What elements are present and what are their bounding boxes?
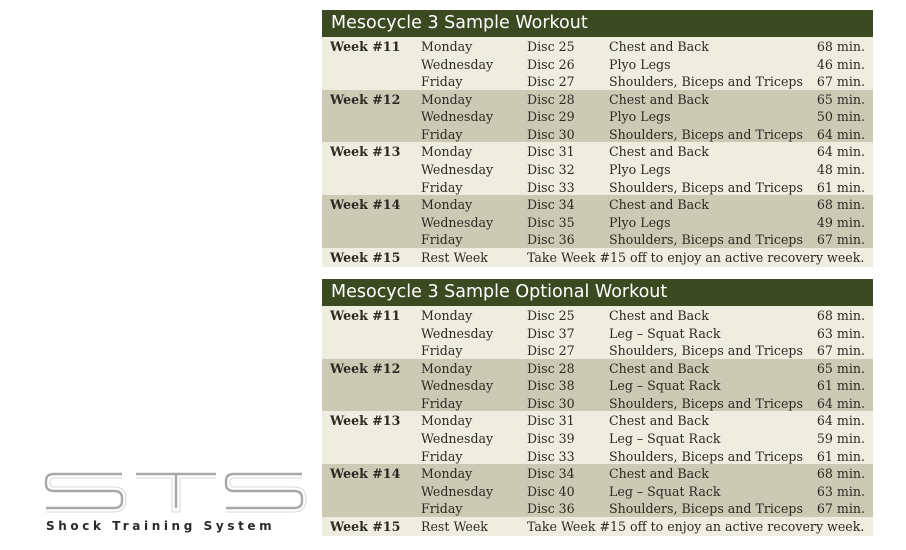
disc-cell: Disc 33 [527,448,575,464]
duration-cell: 67 min. [816,232,865,248]
workout-cell: Chest and Back [609,91,709,107]
disc-cell: Disc 33 [527,179,575,195]
rest-week-row [322,517,873,536]
panel-title: Mesocycle 3 Sample Workout [322,10,873,37]
duration-cell: 65 min. [816,91,865,107]
day-cell: Wednesday [421,56,494,72]
week-label: Week #14 [330,466,401,482]
workout-cell: Chest and Back [609,466,709,482]
day-cell: Rest Week [421,518,488,534]
workout-cell: Shoulders, Biceps and Triceps [609,343,803,359]
disc-cell: Disc 30 [527,126,575,142]
day-cell: Friday [421,501,463,517]
optional-workout-table [322,279,873,536]
workout-cell: Shoulders, Biceps and Triceps [609,126,803,142]
duration-cell: 46 min. [816,56,865,72]
day-cell: Monday [421,91,473,107]
sample-workout-table [322,10,873,267]
day-cell: Wednesday [421,378,494,394]
week-block [322,359,873,412]
disc-cell: Disc 28 [527,91,575,107]
workout-cell: Chest and Back [609,197,709,213]
workout-cell: Chest and Back [609,39,709,54]
disc-cell: Disc 30 [527,395,575,411]
disc-cell: Disc 35 [527,214,575,230]
day-cell: Wednesday [421,214,494,230]
workout-cell: Plyo Legs [609,56,671,72]
disc-cell: Disc 27 [527,74,575,90]
week-label: Week #11 [330,308,401,323]
week-label: Week #13 [330,413,401,429]
day-cell: Friday [421,74,463,90]
day-cell: Wednesday [421,325,494,341]
day-cell: Monday [421,466,473,482]
rest-note: Take Week #15 off to enjoy an active recovery week. [527,249,865,265]
duration-cell: 48 min. [816,161,865,177]
logo-letter-t [136,474,216,508]
workout-cell: Leg – Squat Rack [609,325,721,341]
disc-cell: Disc 27 [527,343,575,359]
logo-subtitle: Shock Training System [46,519,276,533]
logo-letter-s2 [226,474,302,508]
week-label: Week #15 [330,249,401,265]
week-block [322,464,873,517]
duration-cell: 64 min. [816,126,865,142]
workout-cell: Shoulders, Biceps and Triceps [609,179,803,195]
workout-cell: Shoulders, Biceps and Triceps [609,501,803,517]
rest-week-row [322,248,873,267]
disc-cell: Disc 36 [527,501,575,517]
day-cell: Rest Week [421,249,488,265]
disc-cell: Disc 25 [527,39,575,54]
day-cell: Wednesday [421,161,494,177]
duration-cell: 68 min. [816,197,865,213]
duration-cell: 68 min. [816,466,865,482]
day-cell: Wednesday [421,483,494,499]
workout-cell: Shoulders, Biceps and Triceps [609,74,803,90]
workout-cell: Shoulders, Biceps and Triceps [609,448,803,464]
day-cell: Friday [421,343,463,359]
duration-cell: 65 min. [816,360,865,376]
disc-cell: Disc 31 [527,413,575,429]
week-label: Week #12 [330,360,401,376]
workout-cell: Shoulders, Biceps and Triceps [609,395,803,411]
disc-cell: Disc 40 [527,483,575,499]
duration-cell: 59 min. [816,430,865,446]
day-cell: Monday [421,39,473,54]
duration-cell: 63 min. [816,325,865,341]
workout-cell: Leg – Squat Rack [609,430,721,446]
workout-cell: Chest and Back [609,360,709,376]
day-cell: Wednesday [421,109,494,125]
day-cell: Friday [421,448,463,464]
day-cell: Monday [421,413,473,429]
day-cell: Monday [421,308,473,323]
disc-cell: Disc 25 [527,308,575,323]
workout-cell: Plyo Legs [609,161,671,177]
disc-cell: Disc 34 [527,466,575,482]
duration-cell: 64 min. [816,144,865,160]
week-label: Week #11 [330,39,401,54]
workout-cell: Chest and Back [609,413,709,429]
disc-cell: Disc 39 [527,430,575,446]
week-block [322,142,873,195]
week-block [322,411,873,464]
day-cell: Friday [421,232,463,248]
workout-cell: Leg – Squat Rack [609,378,721,394]
workout-cell: Plyo Legs [609,214,671,230]
week-block [322,195,873,248]
duration-cell: 68 min. [816,39,865,54]
duration-cell: 67 min. [816,501,865,517]
disc-cell: Disc 38 [527,378,575,394]
day-cell: Friday [421,126,463,142]
duration-cell: 61 min. [816,448,865,464]
disc-cell: Disc 26 [527,56,575,72]
week-block [322,306,873,359]
day-cell: Friday [421,179,463,195]
duration-cell: 64 min. [816,413,865,429]
duration-cell: 61 min. [816,179,865,195]
duration-cell: 64 min. [816,395,865,411]
workout-cell: Chest and Back [609,144,709,160]
week-label: Week #12 [330,91,401,107]
duration-cell: 68 min. [816,308,865,323]
day-cell: Monday [421,197,473,213]
rest-note: Take Week #15 off to enjoy an active recovery week. [527,518,865,534]
duration-cell: 49 min. [816,214,865,230]
disc-cell: Disc 36 [527,232,575,248]
disc-cell: Disc 32 [527,161,575,177]
week-label: Week #13 [330,144,401,160]
duration-cell: 61 min. [816,378,865,394]
workout-cell: Shoulders, Biceps and Triceps [609,232,803,248]
week-block [322,90,873,143]
disc-cell: Disc 31 [527,144,575,160]
duration-cell: 67 min. [816,343,865,359]
workout-cell: Chest and Back [609,308,709,323]
week-label: Week #15 [330,518,401,534]
workout-cell: Plyo Legs [609,109,671,125]
week-block [322,37,873,90]
day-cell: Monday [421,144,473,160]
day-cell: Monday [421,360,473,376]
disc-cell: Disc 28 [527,360,575,376]
day-cell: Wednesday [421,430,494,446]
disc-cell: Disc 37 [527,325,575,341]
logo-letter-s1 [46,474,122,508]
duration-cell: 67 min. [816,74,865,90]
disc-cell: Disc 29 [527,109,575,125]
workout-cell: Leg – Squat Rack [609,483,721,499]
panel-title: Mesocycle 3 Sample Optional Workout [322,279,873,306]
duration-cell: 50 min. [816,109,865,125]
week-label: Week #14 [330,197,401,213]
disc-cell: Disc 34 [527,197,575,213]
day-cell: Friday [421,395,463,411]
duration-cell: 63 min. [816,483,865,499]
